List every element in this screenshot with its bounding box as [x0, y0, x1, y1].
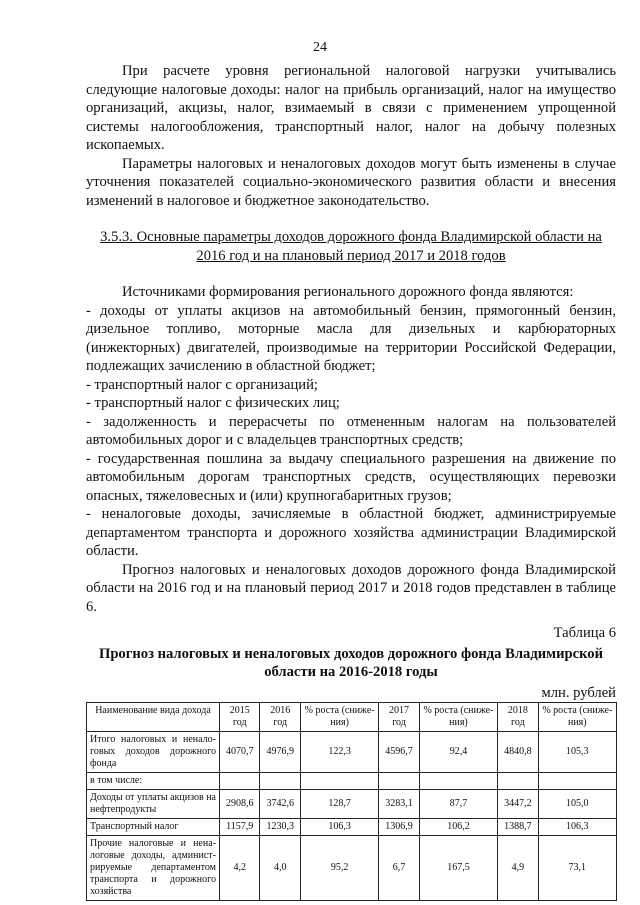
page-number: 24 — [313, 40, 327, 55]
cell-empty — [300, 773, 378, 790]
header-growth-2016: % роста (сниже-ния) — [300, 703, 378, 732]
cell-value: 1230,3 — [260, 819, 300, 836]
cell-value: 105,0 — [538, 790, 616, 819]
table-title: Прогноз налоговых и неналоговых доходов дорожного фонда Владимирской области на 2016-2018 годы — [98, 645, 604, 680]
header-growth-2018: % роста (сниже-ния) — [538, 703, 616, 732]
table-units: млн. рублей — [541, 684, 616, 701]
section-heading: 3.5.3. Основные параметры доходов дорожного фонда Владимирской области на 2016 год и на плановый период 2017 и 2018 годов — [100, 229, 602, 264]
cell-value: 128,7 — [300, 790, 378, 819]
cell-empty — [379, 773, 419, 790]
cell-value: 3742,6 — [260, 790, 300, 819]
cell-value: 106,3 — [538, 819, 616, 836]
cell-value: 4596,7 — [379, 732, 419, 773]
row-name: Доходы от уплаты акцизов на нефтепродукты — [87, 790, 220, 819]
cell-empty — [220, 773, 260, 790]
table-label: Таблица 6 — [553, 625, 616, 641]
paragraph-forecast: Прогноз налоговых и неналоговых доходов дорожного фонда Владимирской области на 2016 год и на плановый период 2017 и 2018 годов представлен в таблице 6. — [86, 561, 616, 615]
row-name: в том числе: — [87, 773, 220, 790]
row-name: Прочие налоговые и нена-логовые доходы, админист-рируемые департаментом транспорта и дорожного хозяйства — [87, 836, 220, 901]
cell-value: 122,3 — [300, 732, 378, 773]
cell-empty — [498, 773, 538, 790]
row-name: Итого налоговых и ненало-говых доходов дорожного фонда — [87, 732, 220, 773]
header-2018: 2018 год — [498, 703, 538, 732]
cell-value: 4840,8 — [498, 732, 538, 773]
cell-value: 87,7 — [419, 790, 497, 819]
cell-value: 4,2 — [220, 836, 260, 901]
cell-value: 106,3 — [300, 819, 378, 836]
cell-empty — [260, 773, 300, 790]
header-growth-2017: % роста (сниже-ния) — [419, 703, 497, 732]
table-header-row — [87, 703, 617, 732]
document-body — [86, 62, 616, 901]
table-row — [87, 773, 617, 790]
cell-value: 95,2 — [300, 836, 378, 901]
cell-value: 1388,7 — [498, 819, 538, 836]
cell-empty — [419, 773, 497, 790]
paragraph-tax-burden: При расчете уровня региональной налоговой нагрузки учитывались следующие налоговые доходы: налог на прибыль организаций, налог на имущество организаций, акцизы, налог, взимаемый в связи с применением упрощенной системы налогообложения, транспортный налог, налог на добычу полезных ископаемых. — [86, 63, 616, 153]
source-item: - неналоговые доходы, зачисляемые в областной бюджет, администрируемые департаментом транспорта и дорожного хозяйства администрации Владимирской области. — [86, 506, 616, 559]
revenue-table — [86, 702, 617, 901]
cell-value: 3283,1 — [379, 790, 419, 819]
cell-value: 1157,9 — [220, 819, 260, 836]
cell-value: 106,2 — [419, 819, 497, 836]
cell-value: 3447,2 — [498, 790, 538, 819]
cell-value: 2908,6 — [220, 790, 260, 819]
source-item: - доходы от уплаты акцизов на автомобильный бензин, прямогонный бензин, дизельное топливо, моторные масла для дизельных и карбюраторных (инжекторных) двигателей, производимые на территории Российской Федерации, подлежащих зачислению в областной бюджет; — [86, 302, 616, 374]
paragraph-parameters: Параметры налоговых и неналоговых доходов могут быть изменены в случае уточнения показателей социально-экономического развития области и внесения изменений в налоговое и бюджетное законодательство. — [86, 155, 616, 209]
cell-value: 167,5 — [419, 836, 497, 901]
cell-empty — [538, 773, 616, 790]
header-2016: 2016 год — [260, 703, 300, 732]
table-row — [87, 836, 617, 901]
cell-value: 92,4 — [419, 732, 497, 773]
sources-intro: Источниками формирования регионального дорожного фонда являются: — [122, 284, 574, 300]
source-item: - транспортный налог с организаций; — [86, 376, 318, 393]
table-row — [87, 732, 617, 773]
header-2017: 2017 год — [379, 703, 419, 732]
row-name: Транспортный налог — [87, 819, 220, 836]
header-2015: 2015 год — [220, 703, 260, 732]
cell-value: 6,7 — [379, 836, 419, 901]
table-row — [87, 819, 617, 836]
cell-value: 4,9 — [498, 836, 538, 901]
cell-value: 4976,9 — [260, 732, 300, 773]
cell-value: 1306,9 — [379, 819, 419, 836]
source-item: - государственная пошлина за выдачу специального разрешения на движение по автомобильным дорогам транспортных средств, осуществляющих перевозки опасных, тяжеловесных и (или) крупногабаритных грузов; — [86, 450, 616, 504]
cell-value: 105,3 — [538, 732, 616, 773]
cell-value: 4,0 — [260, 836, 300, 901]
cell-value: 4070,7 — [220, 732, 260, 773]
source-item: - задолженность и перерасчеты по отмененным налогам на пользователей автомобильных дорог и с владельцев транспортных средств; — [86, 413, 616, 448]
table-row — [87, 790, 617, 819]
source-item: - транспортный налог с физических лиц; — [86, 395, 340, 411]
header-name: Наименование вида дохода — [87, 703, 220, 732]
cell-value: 73,1 — [538, 836, 616, 901]
